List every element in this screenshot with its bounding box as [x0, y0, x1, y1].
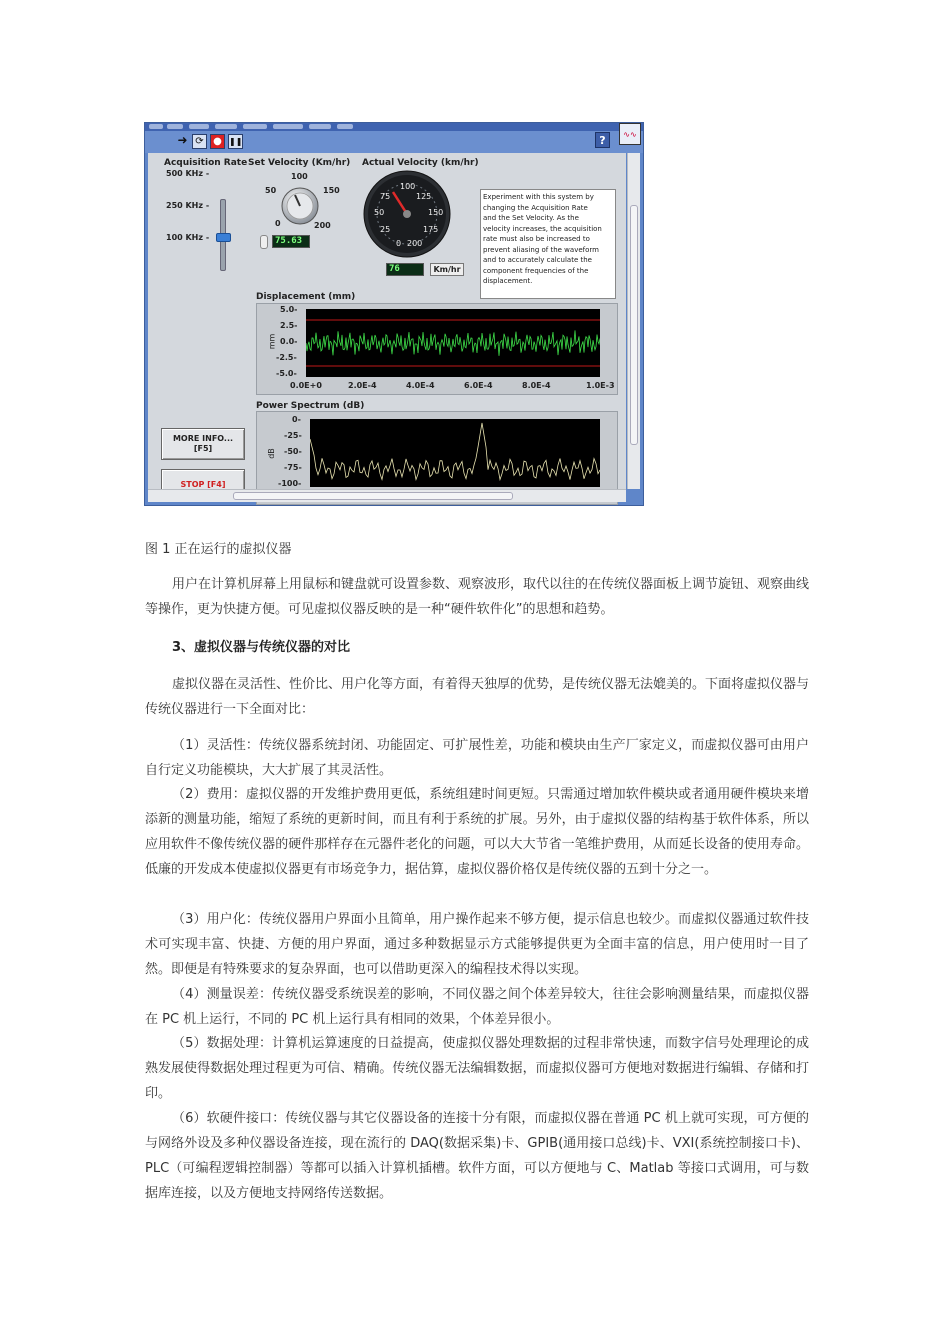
- comparison-item: （3）用户化：传统仪器用户界面小且简单，用户操作起来不够方便，提示信息也较少。而虚拟仪器通过软件技术可实现丰富、快捷、方便的用户界面，通过多种数据显示方式能够提供更为全面丰富的信息，用户使用时一目了然。即便是有特殊要求的复杂界面，也可以借助更深入的编程技术得以实现。: [145, 912, 809, 977]
- toolbar: [145, 131, 643, 153]
- menu-item[interactable]: [189, 124, 209, 129]
- vertical-scroll-thumb[interactable]: [630, 205, 638, 445]
- more-info-button[interactable]: MORE INFO... [F5]: [161, 428, 245, 460]
- menu-item[interactable]: [215, 124, 237, 129]
- actual-velocity-label: Actual Velocity (km/hr): [362, 158, 479, 168]
- knob-tick-50: 50: [265, 186, 277, 195]
- spec-ylabel: dB: [266, 448, 276, 459]
- actual-velocity-value: 76: [386, 263, 424, 276]
- comparison-item: （6）软硬件接口：传统仪器与其它仪器设备的连接十分有限，而虚拟仪器在普通 PC 机上就可实现，可方便的与网络外设及多种仪器设备连接，现在流行的 DAQ(数据采集)卡、GPIB(通用接口总线)卡、VXI(系统控制接口卡)、PLC（可编程逻辑控制器）等都可以插入计算机插槽。软件方面，可以方便地与 C、Matlab 等接口式调用，可与数据库连接，以及方便地支持网络传送数据。: [145, 1111, 809, 1201]
- abort-icon[interactable]: ●: [210, 134, 225, 149]
- acq-tick-250: 250 KHz -: [166, 201, 210, 210]
- menu-item[interactable]: [167, 124, 183, 129]
- disp-xtick: 2.0E-4: [348, 381, 377, 390]
- gauge-tick-150: 150: [428, 208, 444, 217]
- disp-xtick: 1.0E-3: [586, 381, 615, 390]
- gauge-tick-50: 50: [374, 208, 385, 217]
- disp-ylabel: mm: [267, 333, 277, 350]
- horizontal-scroll-thumb[interactable]: [233, 492, 513, 500]
- disp-ytick: 5.0-: [280, 305, 298, 314]
- knob-tick-150: 150: [323, 186, 340, 195]
- knob-tick-0: 0: [275, 219, 281, 228]
- gauge-tick-200: 200: [407, 239, 423, 248]
- disp-ytick: -2.5-: [276, 353, 297, 362]
- run-arrow-icon[interactable]: ➜: [177, 133, 188, 147]
- spec-ytick: -25-: [284, 431, 302, 440]
- menu-item[interactable]: [273, 124, 303, 129]
- spec-ytick: -75-: [284, 463, 302, 472]
- intro-paragraph: 用户在计算机屏幕上用鼠标和键盘就可设置参数、观察波形，取代以往的在传统仪器面板上调节旋钮、观察曲线等操作，更为快捷方便。可见虚拟仪器反映的是一种“硬件软件化”的思想和趋势。: [145, 577, 810, 617]
- menu-item[interactable]: [309, 124, 331, 129]
- knob-tick-200: 200: [314, 221, 331, 230]
- spec-ytick: 0-: [292, 415, 301, 424]
- pause-icon[interactable]: ❚❚: [228, 134, 243, 149]
- gauge-tick-0: 0: [396, 239, 402, 248]
- run-continuously-icon[interactable]: ⟳: [192, 134, 207, 149]
- disp-xtick: 0.0E+0: [290, 381, 322, 390]
- displacement-plot: [306, 309, 600, 377]
- comparison-item: （4）测量误差：传统仪器受系统误差的影响，不同仪器之间个体差异较大，往往会影响测量结果，而虚拟仪器在 PC 机上运行，不同的 PC 机上运行具有相同的效果，个体差异很小。: [145, 987, 809, 1027]
- set-velocity-value[interactable]: 75.63: [272, 235, 310, 248]
- gauge-tick-25: 25: [380, 225, 391, 234]
- acq-tick-100: 100 KHz -: [166, 233, 210, 242]
- actual-velocity-unit: Km/hr: [430, 263, 464, 276]
- menu-item[interactable]: [337, 124, 353, 129]
- gauge-tick-75: 75: [380, 192, 391, 201]
- spec-ytick: -50-: [284, 447, 302, 456]
- comparison-item: （5）数据处理：计算机运算速度的日益提高，使虚拟仪器处理数据的过程非常快速，而数字信号处理理论的成熟发展使得数据处理过程更为可信、精确。传统仪器无法编辑数据，而虚拟仪器可方便地对数据进行编辑、存储和打印。: [145, 1036, 809, 1101]
- vertical-scrollbar[interactable]: [627, 153, 640, 489]
- gauge-tick-100: 100: [400, 182, 416, 191]
- comparison-item: （1）灵活性：传统仪器系统封闭、功能固定、可扩展性差，功能和模块由生产厂家定义，而虚拟仪器可由用户自行定义功能模块，大大扩展了其灵活性。: [145, 738, 809, 778]
- instructions-text: Experiment with this system by changing the Acquisition Rate and the Set Velocity. As the velocity increases, the acquisition rate must also be increased to prevent aliasing of the waveform and to accurately calculate the component frequencies of the displacement.: [483, 193, 602, 285]
- set-velocity-label: Set Velocity (Km/hr): [248, 158, 351, 168]
- disp-ytick: 0.0-: [280, 337, 298, 346]
- disp-xtick: 4.0E-4: [406, 381, 435, 390]
- power-spectrum-plot: [310, 419, 600, 487]
- disp-ytick: -5.0-: [276, 369, 297, 378]
- horizontal-scrollbar[interactable]: [148, 489, 626, 502]
- help-button[interactable]: ?: [595, 132, 610, 148]
- spec-ytick: -100-: [278, 479, 302, 488]
- set-velocity-knob[interactable]: [278, 184, 322, 228]
- power-spectrum-label: Power Spectrum (dB): [256, 401, 365, 411]
- figure-caption: 图 1 正在运行的虚拟仪器: [145, 542, 292, 557]
- comparison-item: （2）费用：虚拟仪器的开发维护费用更低，系统组建时间更短。只需通过增加软件模块或者通用硬件模块来增添新的测量功能，缩短了系统的更新时间，而且有利于系统的扩展。另外，由于虚拟仪器的结构基于软件体系，所以应用软件不像传统仪器的硬件那样存在元器件老化的问题，可以大大节省一笔维护费用，从而延长设备的使用寿命。低廉的开发成本使虚拟仪器更有市场竞争力，据估算，虚拟仪器价格仅是传统仪器的五到十分之一。: [145, 787, 809, 877]
- instructions-textbox[interactable]: [480, 189, 616, 299]
- disp-xtick: 6.0E-4: [464, 381, 493, 390]
- acq-tick-500: 500 KHz -: [166, 169, 210, 178]
- front-panel: [148, 153, 626, 489]
- section-heading: 3、虚拟仪器与传统仪器的对比: [172, 640, 351, 655]
- acquisition-rate-label: Acquisition Rate: [164, 158, 248, 168]
- vi-connector-icon: ∿∿: [619, 123, 641, 145]
- virtual-instrument-screenshot: [144, 122, 644, 506]
- gauge-tick-125: 125: [416, 192, 432, 201]
- disp-ytick: 2.5-: [280, 321, 298, 330]
- menu-item[interactable]: [149, 124, 163, 129]
- knob-tick-100: 100: [291, 172, 308, 181]
- disp-xtick: 8.0E-4: [522, 381, 551, 390]
- acquisition-rate-slider-thumb[interactable]: [216, 233, 231, 242]
- displacement-label: Displacement (mm): [256, 292, 356, 302]
- lead-paragraph: 虚拟仪器在灵活性、性价比、用户化等方面，有着得天独厚的优势，是传统仪器无法媲美的。下面将虚拟仪器与传统仪器进行一下全面对比：: [145, 677, 810, 717]
- gauge-tick-175: 175: [423, 225, 439, 234]
- stop-button[interactable]: STOP [F4]: [161, 469, 245, 501]
- velocity-increment-stepper[interactable]: [260, 235, 268, 249]
- menu-bar: [145, 123, 643, 131]
- menu-item[interactable]: [243, 124, 267, 129]
